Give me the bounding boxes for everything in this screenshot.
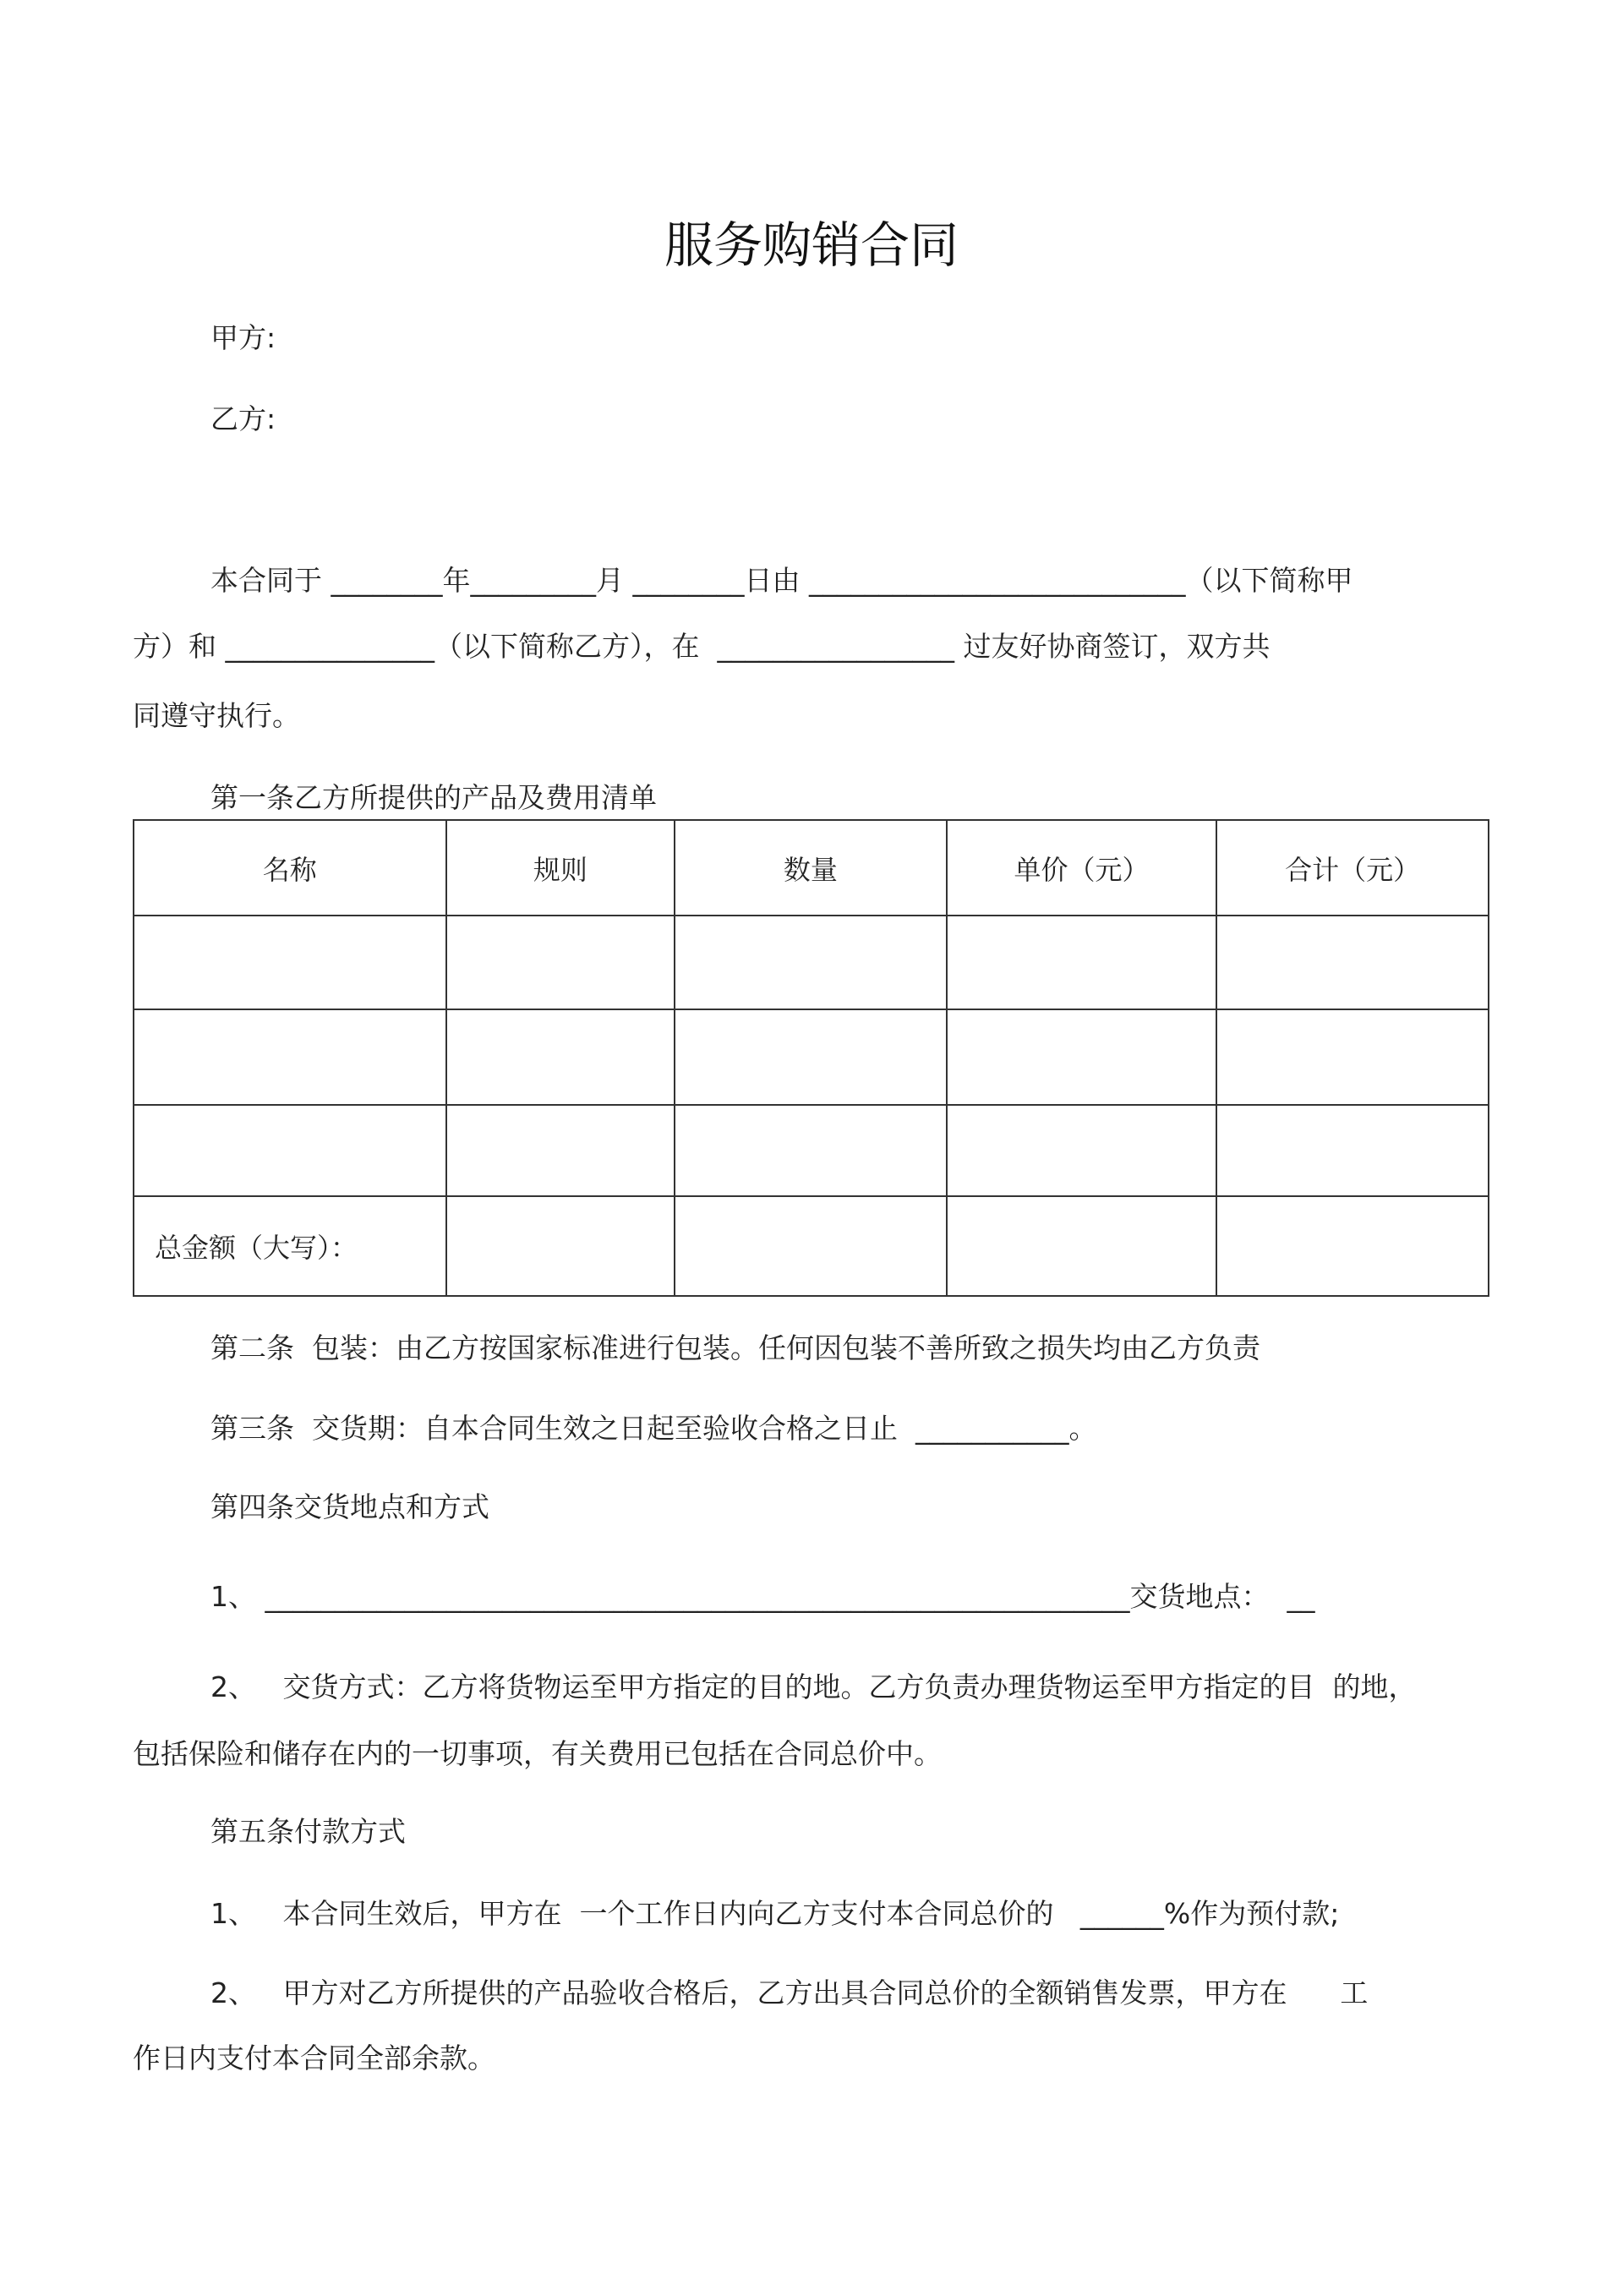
table-cell[interactable] bbox=[1216, 916, 1489, 1009]
article5-item2-line2: 作日内支付本合同全部余款。 bbox=[133, 2042, 495, 2075]
article4-item1: 1、 ______________________________________________________________交货地点： __ bbox=[210, 1580, 1315, 1613]
article5-heading: 第五条付款方式 bbox=[210, 1815, 406, 1848]
table-cell[interactable] bbox=[947, 1105, 1217, 1196]
table-cell[interactable] bbox=[675, 1009, 947, 1105]
table-row bbox=[134, 916, 1489, 1009]
table-cell[interactable] bbox=[134, 916, 446, 1009]
table-cell[interactable] bbox=[134, 1105, 446, 1196]
total-amount-label: 总金额（大写）： bbox=[134, 1196, 446, 1296]
table-cell[interactable] bbox=[446, 916, 675, 1009]
header-unit-price: 单价（元） bbox=[947, 820, 1217, 916]
document-title: 服务购销合同 bbox=[664, 216, 959, 274]
article5-item1: 1、 本合同生效后，甲方在 一个工作日内向乙方支付本合同总价的 ______%作为预付款; bbox=[210, 1897, 1340, 1930]
table-cell[interactable] bbox=[1216, 1009, 1489, 1105]
table-cell[interactable] bbox=[134, 1009, 446, 1105]
table-cell[interactable] bbox=[1216, 1196, 1489, 1296]
table-cell[interactable] bbox=[947, 1196, 1217, 1296]
article4-item2-line1: 2、 交货方式：乙方将货物运至甲方指定的目的地。乙方负责办理货物运至甲方指定的目 的地， bbox=[210, 1670, 1417, 1703]
table-cell[interactable] bbox=[446, 1196, 675, 1296]
table-cell[interactable] bbox=[1216, 1105, 1489, 1196]
article3-delivery-period: 第三条 交货期：自本合同生效之日起至验收合格之日止 ___________。 bbox=[210, 1412, 1097, 1445]
header-spec: 规则 bbox=[446, 820, 675, 916]
party-a-label: 甲方: bbox=[210, 321, 276, 354]
table-row bbox=[134, 1009, 1489, 1105]
article2-packaging: 第二条 包装：由乙方按国家标准进行包装。任何因包装不善所致之损失均由乙方负责 bbox=[210, 1331, 1260, 1364]
table-cell[interactable] bbox=[446, 1009, 675, 1105]
table-cell[interactable] bbox=[675, 916, 947, 1009]
table-cell[interactable] bbox=[947, 1009, 1217, 1105]
table-total-row bbox=[134, 1196, 1489, 1296]
article1-heading: 第一条乙方所提供的产品及费用清单 bbox=[210, 781, 657, 814]
header-total: 合计（元） bbox=[1216, 820, 1489, 916]
header-quantity: 数量 bbox=[675, 820, 947, 916]
header-name: 名称 bbox=[134, 820, 446, 916]
intro-line-1: 本合同于 ________年_________月 ________日由 ___________________________（以下简称甲 bbox=[210, 564, 1353, 597]
table-cell[interactable] bbox=[675, 1196, 947, 1296]
article4-heading: 第四条交货地点和方式 bbox=[210, 1490, 489, 1523]
intro-line-3: 同遵守执行。 bbox=[133, 699, 300, 732]
table-cell[interactable] bbox=[947, 916, 1217, 1009]
table-row bbox=[134, 1105, 1489, 1196]
article4-item2-line2: 包括保险和储存在内的一切事项，有关费用已包括在合同总价中。 bbox=[133, 1737, 942, 1770]
product-fee-table bbox=[133, 819, 1489, 1297]
table-cell[interactable] bbox=[675, 1105, 947, 1196]
table-cell[interactable] bbox=[446, 1105, 675, 1196]
table-header-row bbox=[134, 820, 1489, 916]
party-b-label: 乙方: bbox=[210, 402, 276, 435]
article5-item2-line1: 2、 甲方对乙方所提供的产品验收合格后，乙方出具合同总价的全额销售发票，甲方在 工 bbox=[210, 1976, 1369, 2009]
intro-line-2: 方）和 _______________（以下简称乙方），在 _________________ 过友好协商签订，双方共 bbox=[133, 630, 1271, 663]
